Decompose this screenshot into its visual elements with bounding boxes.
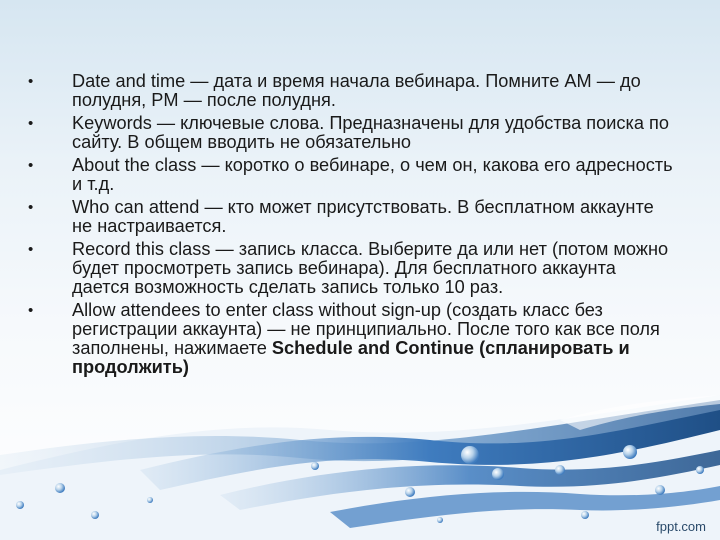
bullet-item-keywords (28, 114, 678, 152)
bullet-item-who-can-attend (28, 198, 678, 236)
bullet-icon: • (28, 115, 34, 132)
bullet-item-record-class (28, 240, 678, 297)
bullet-icon: • (28, 199, 34, 216)
bullet-text: About the class — коротко о вебинаре, о чем он, какова его адресность и т.д. (72, 155, 673, 194)
bullet-text: Allow attendees to enter class without sign-up (создать класс без регистрации аккаунта) — не принципиально. После того как все поля заполнены, нажимаете (72, 300, 660, 358)
bullet-text: Date and time — дата и время начала вебинара. Помните AM — до полудня, PM — после полудня. (72, 71, 641, 110)
bullet-list (28, 72, 678, 381)
bullet-icon: • (28, 157, 34, 174)
bullet-item-allow-attendees (28, 301, 678, 377)
bullet-item-date-time (28, 72, 678, 110)
bullet-text: Keywords — ключевые слова. Предназначены для удобства поиска по сайту. В общем вводить не обязательно (72, 113, 669, 152)
bullet-icon: • (28, 241, 34, 258)
bullet-text: Who can attend — кто может присутствовать. В бесплатном аккаунте не настраивается. (72, 197, 654, 236)
bullet-item-about-class (28, 156, 678, 194)
bullet-bold-text: Schedule and Continue (спланировать и продолжить) (72, 338, 630, 377)
bullet-text: Record this class — запись класса. Выберите да или нет (потом можно будет просмотреть запись вебинара). Для бесплатного аккаунта дается возможность сделать запись только 10 раз. (72, 239, 669, 297)
bullet-icon: • (28, 302, 34, 319)
watermark: fppt.com (656, 519, 706, 534)
bullet-icon: • (28, 73, 34, 90)
